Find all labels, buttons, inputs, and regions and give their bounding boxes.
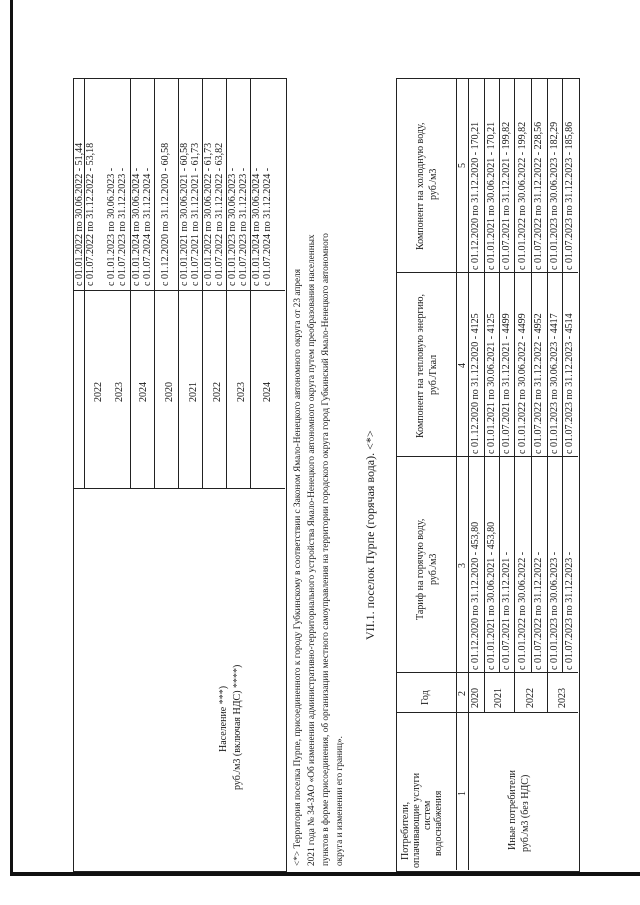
table1-divider (154, 78, 155, 488)
year-cell: 2020 (164, 382, 175, 402)
row-tariff: с 01.01.2022 по 30.06.2022 - (517, 551, 528, 670)
footnote-line: 2021 года № 34-ЗАО «Об изменении административно-территориального устройства Ямало-Ненецкого автономного округа путем преобразования населенных (307, 234, 317, 866)
header-consumers: Потребители, (400, 801, 411, 860)
year-cell: 2024 (262, 382, 273, 402)
period-cell: с 01.07.2024 по 31.12.2024 - (262, 167, 273, 286)
table2-row-divider (547, 78, 548, 712)
scan-edge-left (10, 0, 13, 872)
footnote-line: пунктов в форме присоединения, об организации местного самоуправления на территории городского округа город Губкинский Ямало-Ненецкого автономного (321, 233, 331, 866)
column-number: 1 (457, 791, 468, 796)
header-tariff: руб./м3 (428, 553, 439, 585)
header-cold: руб./м3 (428, 168, 439, 200)
consumer-vat-label: руб./м3 (без НДС) (520, 774, 531, 852)
row-heat: с 01.07.2022 по 31.12.2022 - 4952 (533, 313, 544, 454)
table2-row-divider (562, 78, 563, 672)
row-year: 2023 (557, 688, 568, 708)
header-consumers: систем (422, 800, 433, 830)
row-heat: с 01.12.2020 по 31.12.2020 - 4125 (470, 313, 481, 454)
row-cold: с 01.01.2022 по 30.06.2022 - 199,82 (517, 121, 528, 270)
table2-col-divider (396, 272, 578, 273)
row-cold: с 01.07.2021 по 31.12.2021 - 199,82 (501, 121, 512, 270)
row-heat: с 01.07.2021 по 31.12.2021 - 4499 (501, 313, 512, 454)
table2-number-divider (468, 78, 469, 870)
row-tariff: с 01.12.2020 по 31.12.2020 - 453,80 (470, 521, 481, 670)
period-cell: с 01.01.2024 по 30.06.2024 - (251, 167, 262, 286)
column-number: 5 (457, 163, 468, 168)
column-number: 2 (457, 691, 468, 696)
row-heat: с 01.07.2023 по 31.12.2023 - 4514 (564, 313, 575, 454)
year-cell: 2022 (212, 382, 223, 402)
table2-row-divider (484, 78, 485, 712)
period-cell: с 01.01.2023 по 30.06.2023 - (227, 167, 238, 286)
column-number: 3 (457, 563, 468, 568)
column-number: 4 (457, 363, 468, 368)
period-cell: с 01.07.2024 по 31.12.2024 - (142, 167, 153, 286)
period-cell: с 01.07.2022 по 31.12.2022 - 63,82 (214, 142, 225, 286)
header-year: Год (420, 690, 431, 705)
table1-label-divider (73, 488, 285, 489)
row-cold: с 01.01.2021 по 30.06.2021 - 170,21 (486, 121, 497, 270)
period-cell: с 01.07.2023 по 31.12.2023 - (238, 167, 249, 286)
period-cell: с 01.01.2023 по 30.06.2023 - (106, 167, 117, 286)
year-cell: 2023 (236, 382, 247, 402)
period-cell: с 01.12.2020 по 31.12.2020 - 60,58 (160, 142, 171, 286)
consumer-label: Иные потребители (507, 770, 518, 850)
row-year: 2021 (493, 688, 504, 708)
table2-row-divider (514, 78, 515, 712)
footnote-line: <*> Территория поселка Пурпе, присоединенного к городу Губкинскому в соответствии с Законом Ямало-Ненецкого автономного округа от 23 апреля (293, 268, 303, 866)
table2-header-divider (456, 78, 457, 870)
header-tariff: Тариф на горячую воду, (415, 518, 426, 620)
row-cold: с 01.07.2022 по 31.12.2022 - 228,56 (533, 121, 544, 270)
row-cold: с 01.01.2023 по 30.06.2023 - 182,29 (549, 121, 560, 270)
row-year: 2020 (470, 688, 481, 708)
table2-row-divider (499, 78, 500, 672)
row-tariff: с 01.01.2021 по 30.06.2021 - 453,80 (486, 521, 497, 670)
row-heat: с 01.01.2023 по 30.06.2023 - 4417 (549, 313, 560, 454)
row-tariff: с 01.07.2021 по 31.12.2021 - (501, 551, 512, 670)
header-heat: Компонент на тепловую энергию, (415, 294, 426, 438)
row-heat: с 01.01.2022 по 30.06.2022 - 4499 (517, 313, 528, 454)
table1-year-divider (73, 290, 285, 291)
year-cell: 2023 (114, 382, 125, 402)
table2-col-divider (396, 456, 578, 457)
population-vat-label: руб./м3 (включая НДС) ****) (232, 664, 243, 790)
row-tariff: с 01.01.2023 по 30.06.2023 - (549, 551, 560, 670)
section-title: VII.1. поселок Пурпе (горячая вода). <*> (363, 430, 377, 640)
period-cell: с 01.07.2022 по 31.12.2022 - 53,18 (85, 142, 96, 286)
scan-edge-bottom (10, 872, 640, 876)
period-cell: с 01.01.2022 по 30.06.2022 - 51,44 (74, 142, 85, 286)
row-heat: с 01.01.2021 по 30.06.2021 - 4125 (486, 313, 497, 454)
header-cold: Компонент на холодную воду, (415, 122, 426, 250)
header-consumers: оплачивающие услуги (411, 772, 422, 868)
row-cold: с 01.07.2023 по 31.12.2023 - 185,86 (564, 121, 575, 270)
footnote-line: округа и изменении его границ». (335, 736, 345, 866)
row-year: 2022 (525, 688, 536, 708)
population-label: Население ***) (218, 685, 229, 752)
row-cold: с 01.12.2020 по 31.12.2020 - 170,21 (470, 121, 481, 270)
row-tariff: с 01.07.2023 по 31.12.2023 - (564, 551, 575, 670)
table2-row-divider (531, 78, 532, 672)
period-cell: с 01.07.2021 по 31.12.2021 - 61,73 (190, 142, 201, 286)
header-heat: руб./Гкал (428, 354, 439, 395)
period-cell: с 01.01.2022 по 30.06.2022 - 61,73 (203, 142, 214, 286)
table2-col-divider (396, 712, 578, 713)
year-cell: 2022 (93, 382, 104, 402)
header-consumers: водоснабжения (433, 790, 444, 856)
row-tariff: с 01.07.2022 по 31.12.2022 - (533, 551, 544, 670)
table2-col-divider (396, 672, 578, 673)
year-cell: 2024 (138, 382, 149, 402)
period-cell: с 01.01.2021 по 30.06.2021 - 60,58 (179, 142, 190, 286)
period-cell: с 01.07.2023 по 31.12.2023 - (117, 167, 128, 286)
year-cell: 2021 (188, 382, 199, 402)
period-cell: с 01.01.2024 по 30.06.2024 - (131, 167, 142, 286)
